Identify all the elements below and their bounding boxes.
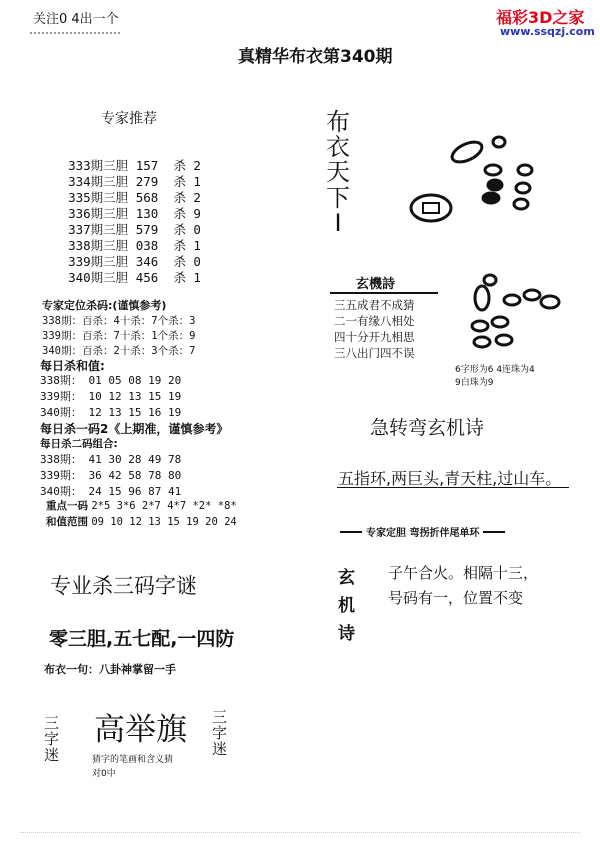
kill-number: 2 bbox=[193, 190, 201, 205]
poem-line: 四十分开九相思 bbox=[334, 330, 415, 344]
kill-label: 杀 bbox=[173, 254, 186, 269]
vertical-char: I bbox=[334, 208, 342, 237]
poem-line: 三八出门四不误 bbox=[334, 346, 415, 360]
vertical-char: 下 bbox=[326, 183, 350, 212]
vertical-char: 衣 bbox=[326, 133, 350, 162]
riddle-big-word: 高举旗 bbox=[94, 712, 187, 748]
beads-illustration-mid bbox=[460, 270, 570, 360]
xuanji-line-2: 号码有一，位置不变 bbox=[388, 589, 524, 607]
focus-one-row bbox=[46, 498, 237, 513]
list-item: 340期：百杀：2十杀：3个杀：7 bbox=[42, 345, 196, 357]
list-item: 339期： 36 42 58 78 80 bbox=[40, 469, 182, 482]
kill-three-line: 零三胆,五七配,一四防 bbox=[49, 628, 235, 650]
gall-numbers: 346 bbox=[135, 254, 159, 269]
kill-label: 杀 bbox=[173, 222, 186, 237]
poem-line: 二一有缘八相处 bbox=[334, 314, 415, 328]
period-label: 339期三胆 bbox=[68, 254, 129, 269]
period-label: 333期三胆 bbox=[68, 158, 129, 173]
kill-label: 杀 bbox=[173, 158, 186, 173]
list-item: 338期：百杀：4十杀：7个杀：3 bbox=[42, 315, 196, 327]
sum-range-value: 09 10 12 13 15 19 20 24 bbox=[91, 516, 237, 528]
beads-caption-2: 9白珠为9 bbox=[455, 378, 494, 388]
gall-numbers: 568 bbox=[135, 190, 159, 205]
period-label: 338期三胆 bbox=[68, 238, 129, 253]
kill-label: 杀 bbox=[173, 174, 186, 189]
gall-numbers: 157 bbox=[135, 158, 159, 173]
riddle-note-2: 对0中 bbox=[92, 769, 116, 779]
vertical-char: 玄 bbox=[338, 568, 355, 588]
brand-logo-text: 福彩3D之家 bbox=[496, 8, 585, 27]
period-label: 335期三胆 bbox=[68, 190, 129, 205]
kill-label: 杀 bbox=[173, 238, 186, 253]
period-label: 340期三胆 bbox=[68, 270, 129, 285]
beads-illustration-top bbox=[405, 130, 535, 230]
period-label: 336期三胆 bbox=[68, 206, 129, 221]
list-item bbox=[38, 253, 201, 301]
vertical-char: 字 bbox=[212, 723, 228, 742]
sum-kill-title: 每日杀和值: bbox=[40, 359, 105, 373]
list-item: 338期： 41 30 28 49 78 bbox=[40, 453, 182, 466]
bottom-dotted-line bbox=[20, 832, 580, 833]
banner-dash-left bbox=[340, 531, 362, 533]
kill-label: 杀 bbox=[173, 206, 186, 221]
period-label: 334期三胆 bbox=[68, 174, 129, 189]
buyi-vertical-title bbox=[326, 110, 350, 236]
three-char-riddle-left bbox=[44, 716, 59, 763]
kill-number: 1 bbox=[193, 174, 201, 189]
gall-numbers: 130 bbox=[135, 206, 159, 221]
expert-gall-text: 专家定胆 弯拐折伴尾单环 bbox=[366, 528, 480, 539]
vertical-char: 诗 bbox=[338, 623, 355, 644]
list-item: 338期： 01 05 08 19 20 bbox=[40, 374, 182, 387]
kill-number: 9 bbox=[193, 206, 201, 221]
brand-url[interactable]: www.ssqzj.com bbox=[500, 25, 595, 38]
daily-one-title: 每日杀一码2《上期准，谨慎参考》 bbox=[40, 422, 229, 436]
urgent-poem-underline bbox=[337, 487, 569, 488]
vertical-char: 机 bbox=[338, 595, 355, 616]
position-kill-title: 专家定位杀码:(谨慎参考) bbox=[42, 299, 167, 312]
focus-value: 2*5 3*6 2*7 4*7 *2* *8* bbox=[91, 500, 237, 512]
list-item: 339期： 10 12 13 15 19 bbox=[40, 390, 182, 403]
mystic-poem-rule bbox=[330, 292, 438, 294]
kill-label: 杀 bbox=[173, 270, 186, 285]
beads-caption-1: 6字形为6 4连珠为4 bbox=[455, 365, 535, 375]
vertical-char: 天 bbox=[326, 158, 350, 187]
focus-label: 重点一码 bbox=[46, 500, 88, 512]
vertical-char: 三 bbox=[44, 714, 60, 732]
three-char-riddle-right bbox=[212, 710, 227, 757]
kill-number: 1 bbox=[193, 270, 201, 285]
sum-range-row bbox=[46, 514, 237, 529]
kill-number: 1 bbox=[193, 238, 201, 253]
list-item: 339期：百杀：7十杀：1个杀：9 bbox=[42, 330, 196, 342]
expert-gall-banner bbox=[340, 524, 505, 539]
daily-two-title: 每日杀二码组合: bbox=[40, 438, 118, 450]
mystic-poem-title: 玄機詩 bbox=[356, 277, 396, 292]
kill-three-title: 专业杀三码字谜 bbox=[50, 574, 197, 598]
gall-numbers: 038 bbox=[135, 238, 159, 253]
main-title: 真精华布衣第340期 bbox=[238, 47, 393, 67]
banner-dash-right bbox=[483, 531, 505, 533]
list-item: 340期： 24 15 96 87 41 bbox=[40, 485, 182, 498]
period-label: 337期三胆 bbox=[68, 222, 129, 237]
urgent-poem-line: 五指环,两巨头,青天柱,过山车。 bbox=[338, 469, 562, 488]
vertical-char: 字 bbox=[44, 729, 60, 748]
top-dotted-line bbox=[30, 32, 120, 34]
buyi-sentence: 布衣一句：八卦神掌留一手 bbox=[44, 663, 176, 676]
riddle-note-1: 猜字的笔画和含义猜 bbox=[92, 755, 174, 765]
sum-range-label: 和值范围 bbox=[46, 516, 88, 528]
kill-label: 杀 bbox=[173, 190, 186, 205]
vertical-char: 布 bbox=[326, 108, 350, 136]
kill-number: 0 bbox=[193, 254, 201, 269]
gall-numbers: 579 bbox=[135, 222, 159, 237]
xuanji-vertical-title bbox=[338, 570, 355, 644]
kill-number: 2 bbox=[193, 158, 201, 173]
vertical-char: 迷 bbox=[212, 739, 228, 758]
gall-numbers: 456 bbox=[135, 270, 159, 285]
top-left-note: 关注0 4出一个 bbox=[33, 12, 119, 27]
list-item: 340期： 12 13 15 16 19 bbox=[40, 406, 182, 419]
xuanji-line-1: 子午合火。相隔十三， bbox=[388, 564, 539, 582]
vertical-char: 迷 bbox=[44, 745, 60, 764]
gall-numbers: 279 bbox=[135, 174, 159, 189]
expert-recommend-title: 专家推荐 bbox=[101, 111, 157, 127]
kill-number: 0 bbox=[193, 222, 201, 237]
vertical-char: 三 bbox=[212, 708, 228, 726]
urgent-poem-title: 急转弯玄机诗 bbox=[370, 417, 485, 439]
poem-line: 三五成君不成猜 bbox=[334, 298, 415, 312]
